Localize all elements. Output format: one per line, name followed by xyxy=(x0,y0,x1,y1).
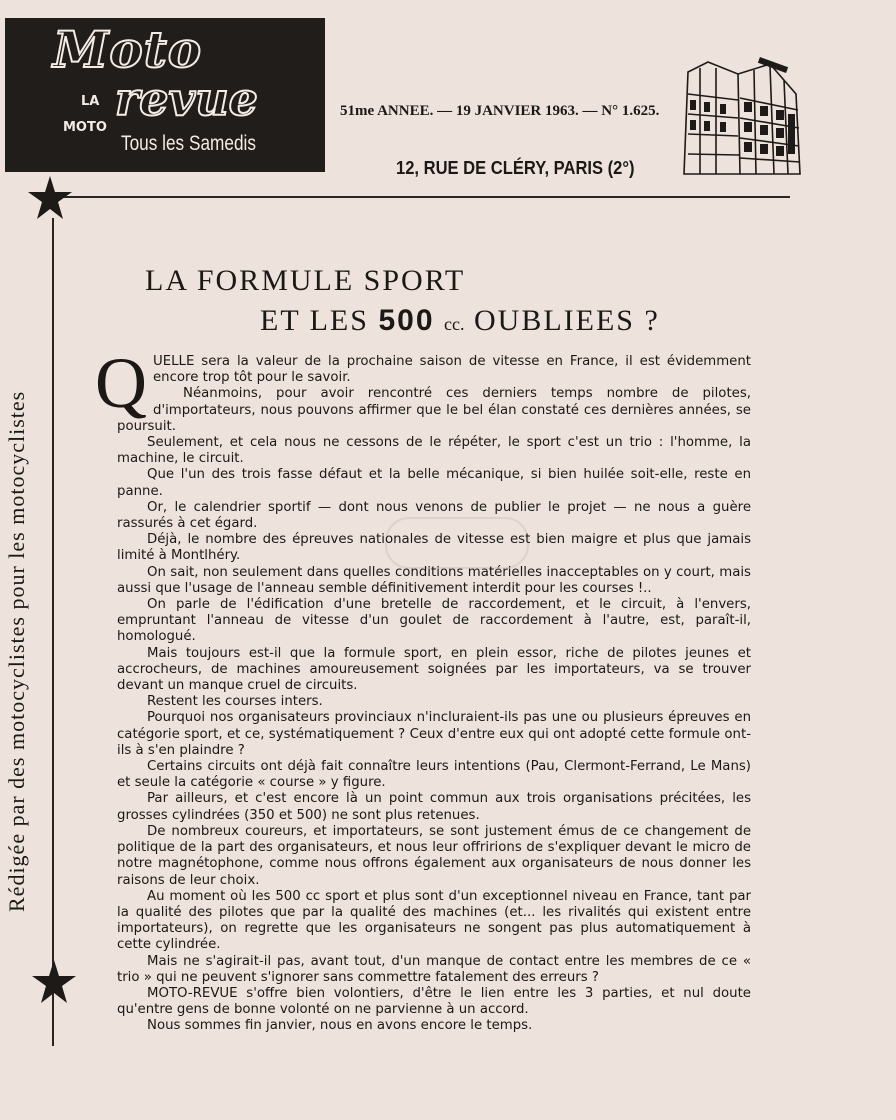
logo-la-text: LA xyxy=(81,94,100,109)
star-ornament-icon xyxy=(26,174,74,222)
paragraph: Seulement, et cela nous ne cessons de le répéter, le sport c'est un trio : l'homme, la machine, le circuit. xyxy=(117,435,751,467)
headline-line-2-number: 500 xyxy=(378,304,435,337)
logo-revue-text: revue xyxy=(115,72,258,126)
publisher-address: 12, RUE DE CLÉRY, PARIS (2°) xyxy=(396,158,635,178)
logo-lamoto-text: MOTO xyxy=(63,120,107,135)
paragraph: Pourquoi nos organisateurs provinciaux n'incluraient-ils pas une ou plusieurs épreuves en catégorie sport, et ce, systématiquement ? Ceux d'entre eux qui ont adopté cette formule ont-ils à s'en plaindre ? xyxy=(117,710,751,758)
paragraph: UELLE sera la valeur de la prochaine saison de vitesse en France, il est évidemment encore trop tôt pour le savoir. xyxy=(153,354,751,386)
paragraph: Que l'un des trois fasse défaut et la belle mécanique, si bien huilée soit-elle, reste en panne. xyxy=(117,467,751,499)
headline-line-2-unit: cc. xyxy=(444,314,465,334)
paragraph: De nombreux coureurs, et importateurs, se sont justement émus de ce changement de politique de la part des organisateurs, et nous leur offririons de s'expliquer devant le micro de notre magnétophone, comme nous offrons également aux organisateurs de nous donner les raisons de leur choix. xyxy=(117,823,751,888)
star-ornament-icon xyxy=(30,958,78,1006)
drop-cap: Q xyxy=(95,343,147,423)
vertical-tagline: Rédigée par des motocyclistes pour les motocyclistes xyxy=(4,390,29,912)
paragraph: Nous sommes fin janvier, nous en avons encore le temps. xyxy=(147,1018,533,1034)
paragraph: Mais ne s'agirait-il pas, avant tout, d'un manque de contact entre les membres de ce « trio » qui ne peuvent s'ignorer sans commettre fatalement des erreurs ? xyxy=(117,953,751,985)
masthead-tagline: Tous les Samedis xyxy=(121,132,256,155)
paragraph: On parle de l'édification d'une bretelle de raccordement, et le circuit, à l'envers, empruntant l'anneau de vitesse d'un goulet de raccordement à l'autre, est, paraît-il, homologué. xyxy=(117,597,751,645)
issue-info: 51me ANNEE. — 19 JANVIER 1963. — N° 1.625. xyxy=(340,103,660,119)
building-illustration xyxy=(678,54,806,178)
sidebar-divider xyxy=(52,218,54,1046)
article-body xyxy=(95,343,751,1035)
paragraph: Au moment où les 500 cc sport et plus sont d'un exceptionnel niveau en France, tant par la qualité des pilotes que par la qualité des machines (et... les rivalités qui existent entre importateurs), on regrette que les organisateurs ne songent pas plus automatiquement à cette cylindrée. xyxy=(117,888,751,953)
headline-line-1: LA FORMULE SPORT xyxy=(145,264,466,297)
paragraph: Certains circuits ont déjà fait connaître leurs intentions (Pau, Clermont-Ferrand, Le Mans) et seule la catégorie « course » y figure. xyxy=(117,759,751,791)
header-divider xyxy=(60,196,790,198)
paragraph: Néanmoins, pour avoir rencontré ces derniers temps nombre de pilotes, d'importateurs, nous pouvons affirmer que le bel élan constaté ces dernières années, se poursuit. xyxy=(117,386,751,434)
logo-moto-text: Moto xyxy=(53,20,203,79)
paragraph: Par ailleurs, et c'est encore là un point commun aux trois organisations précitées, les grosses cylindrées (350 et 500) ne sont plus retenues. xyxy=(117,791,751,823)
paragraph: Or, le calendrier sportif — dont nous venons de publier le projet — ne nous a guère rassurés à cet égard. xyxy=(117,499,751,532)
paragraph: Déjà, le nombre des épreuves nationales de vitesse est bien maigre et plus que jamais limité à Montlhéry. xyxy=(117,532,751,564)
paragraph: On sait, non seulement dans quelles conditions matérielles inacceptables on y court, mais aussi que l'usage de l'anneau semble définitivement interdit pour les courses !.. xyxy=(117,564,751,596)
headline-line-2 xyxy=(260,304,660,338)
paragraph: Mais toujours est-il que la formule sport, en plein essor, riche de pilotes jeunes et accrocheurs, de machines amoureusement soignées par les importateurs, va se trouver devant un manque cruel de circuits. xyxy=(117,645,751,694)
headline-line-2-post: OUBLIEES ? xyxy=(474,304,660,337)
headline-line-2-pre: ET LES xyxy=(260,304,369,337)
paragraph: MOTO-REVUE s'offre bien volontiers, d'être le lien entre les 3 parties, et nul doute qu'entre gens de bonne volonté on ne parvienne à un accord. xyxy=(117,985,751,1018)
paragraph: Restent les courses inters. xyxy=(147,694,323,710)
masthead-logo xyxy=(5,18,325,172)
